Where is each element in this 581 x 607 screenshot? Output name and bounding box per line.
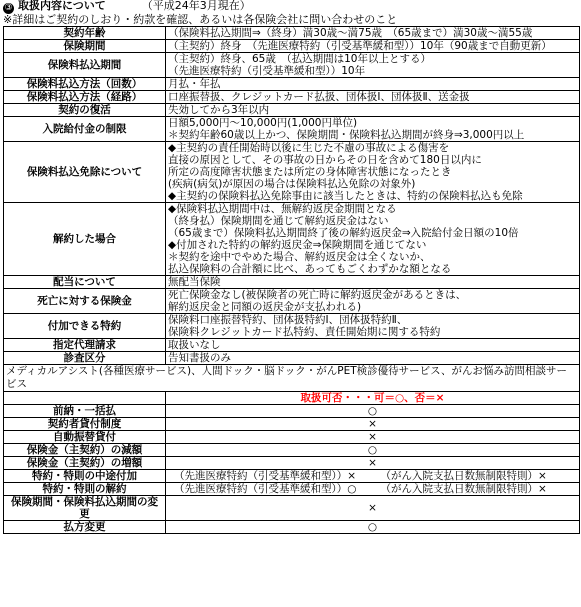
info-row	[4, 91, 580, 104]
availability-right: （がん入院支払日数無制限特則）×	[380, 483, 547, 495]
availability-row	[4, 496, 580, 521]
availability-right: （がん入院支払日数無制限特則）×	[380, 470, 547, 482]
availability-row	[4, 418, 580, 431]
value-line: （65歳まで）保険料払込期間終了後の解約返戻金⇒入院給付金日額の10倍	[168, 227, 519, 239]
section-number-icon: ③	[4, 3, 13, 13]
value-line: 所定の高度障害状態または所定の身体障害状態になったとき	[168, 166, 452, 178]
row-label: 解約した場合	[4, 203, 166, 276]
availability-row	[4, 405, 580, 418]
info-row	[4, 352, 580, 365]
row-value	[166, 104, 580, 117]
legend-row	[4, 392, 580, 405]
info-row	[4, 203, 580, 276]
availability-mark: ×	[166, 496, 580, 521]
availability-mark: ×	[166, 418, 580, 431]
value-line: 解約返戻金と同額の返戻金が支払われる)	[168, 301, 362, 313]
value-line: 保険料クレジットカード払特約、責任開始期に関する特約	[168, 326, 441, 338]
availability-label: 自動振替貸付	[4, 431, 166, 444]
row-label: 契約年齢	[4, 27, 166, 40]
availability-row	[4, 470, 580, 483]
value-line: 口座振替扱、クレジットカード払扱、団体扱Ⅰ、団体扱Ⅱ、送金扱	[168, 91, 470, 103]
value-line: （主契約）終身 （先進医療特約（引受基準緩和型））10年（90歳まで自動更新）	[168, 40, 552, 52]
row-value	[166, 117, 580, 142]
row-value	[166, 289, 580, 314]
value-line: （主契約）終身、65歳 （払込期間は10年以上とする）	[168, 53, 431, 65]
availability-label: 特約・特則の解約	[4, 483, 166, 496]
row-value	[166, 276, 580, 289]
info-row	[4, 276, 580, 289]
availability-split	[166, 470, 580, 483]
row-label: 死亡に対する保険金	[4, 289, 166, 314]
row-label: 配当について	[4, 276, 166, 289]
value-line: （先進医療特約（引受基準緩和型））10年	[168, 65, 366, 77]
row-value	[166, 40, 580, 53]
row-label: 契約の復活	[4, 104, 166, 117]
value-line: ◆主契約の保険料払込免除事由に該当したときは、特約の保険料払込も免除	[168, 190, 523, 202]
info-row	[4, 40, 580, 53]
header	[3, 0, 579, 26]
services-text: メディカルアシスト(各種医療サービス)、人間ドック・脳ドック・がんPET検診優待サービス、がんお悩み訪問相談サービス	[4, 365, 580, 392]
availability-label: 特約・特則の中途付加	[4, 470, 166, 483]
row-value	[166, 352, 580, 365]
row-value	[166, 203, 580, 276]
availability-legend: 取扱可否・・・可＝○、否＝×	[166, 392, 580, 405]
row-label: 診査区分	[4, 352, 166, 365]
row-value	[166, 91, 580, 104]
coverage-table	[3, 26, 580, 534]
value-line: 死亡保険金なし(被保険者の死亡時に解約返戻金があるときは、	[168, 289, 467, 301]
availability-label: 契約者貸付制度	[4, 418, 166, 431]
row-label: 指定代理請求	[4, 339, 166, 352]
availability-row	[4, 483, 580, 496]
availability-split	[166, 483, 580, 496]
value-line: （保険料払込期間⇒（終身）満30歳～満75歳 （65歳まで）満30歳～満55歳	[168, 27, 533, 39]
availability-row	[4, 521, 580, 534]
row-label: 保険期間	[4, 40, 166, 53]
info-row	[4, 78, 580, 91]
row-label: 保険料払込方法（経路）	[4, 91, 166, 104]
availability-label: 払方変更	[4, 521, 166, 534]
info-row	[4, 142, 580, 203]
info-row	[4, 289, 580, 314]
info-row	[4, 27, 580, 40]
availability-left: （先進医療特約（引受基準緩和型））×	[174, 470, 357, 482]
availability-mark: ×	[166, 431, 580, 444]
availability-mark: ×	[166, 457, 580, 470]
availability-mark: ○	[166, 444, 580, 457]
row-value	[166, 142, 580, 203]
value-line: 告知書扱のみ	[168, 352, 231, 364]
services-row	[4, 365, 580, 392]
row-value	[166, 339, 580, 352]
info-row	[4, 104, 580, 117]
info-row	[4, 339, 580, 352]
section-title: 取扱内容について	[18, 0, 106, 12]
info-row	[4, 314, 580, 339]
as-of-date: （平成24年3月現在）	[141, 0, 251, 12]
info-row	[4, 53, 580, 78]
header-note: ※詳細はご契約のしおり・約款を確認、あるいは各保険会社に問い合わせのこと	[3, 13, 398, 26]
row-value	[166, 27, 580, 40]
availability-mark: ○	[166, 521, 580, 534]
value-line: (疾病(病気)が原因の場合は保険料払込免除の対象外)	[168, 178, 416, 190]
value-line: ◆付加された特約の解約返戻金⇒保険期間を通じてない	[168, 239, 427, 251]
row-label: 保険料払込方法（回数）	[4, 78, 166, 91]
value-line: ＊契約を途中でやめた場合、解約返戻金は全くないか、	[168, 251, 431, 263]
row-value	[166, 314, 580, 339]
info-row	[4, 117, 580, 142]
availability-mark: ○	[166, 405, 580, 418]
value-line: ＊契約年齢60歳以上かつ、保険期間・保険料払込期間が終身⇒3,000円以上	[168, 129, 525, 141]
value-line: 直接の原因として、その事故の日からその日を含めて180日以内に	[168, 154, 482, 166]
value-line: 払込保険料の合計額に比べ、あってもごくわずかな額となる	[168, 263, 452, 275]
value-line: （終身払）保険期間を通じて解約返戻金はない	[168, 215, 389, 227]
row-label: 付加できる特約	[4, 314, 166, 339]
availability-label: 保険金（主契約）の増額	[4, 457, 166, 470]
row-label: 入院給付金の制限	[4, 117, 166, 142]
value-line: 月払・年払	[168, 78, 221, 90]
value-line: 取扱いなし	[168, 339, 221, 351]
value-line: ◆保険料払込期間中は、無解約返戻金期間となる	[168, 203, 397, 215]
availability-row	[4, 457, 580, 470]
legend-blank	[4, 392, 166, 405]
availability-row	[4, 444, 580, 457]
row-value	[166, 53, 580, 78]
value-line: 保険料口座振替特約、団体扱特約Ⅰ、団体扱特約Ⅱ、	[168, 314, 408, 326]
availability-left: （先進医療特約（引受基準緩和型））○	[174, 483, 357, 495]
row-value	[166, 78, 580, 91]
row-label: 保険料払込免除について	[4, 142, 166, 203]
value-line: 無配当保険	[168, 276, 221, 288]
value-line: 日額5,000円～10,000円(1,000円単位)	[168, 117, 358, 129]
value-line: ◆主契約の責任開始時以後に生じた不慮の事故による傷害を	[168, 142, 450, 154]
availability-label: 保険期間・保険料払込期間の変更	[4, 496, 166, 521]
availability-row	[4, 431, 580, 444]
row-label: 保険料払込期間	[4, 53, 166, 78]
value-line: 失効してから3年以内	[168, 104, 270, 116]
availability-label: 前納・一括払	[4, 405, 166, 418]
availability-label: 保険金（主契約）の減額	[4, 444, 166, 457]
